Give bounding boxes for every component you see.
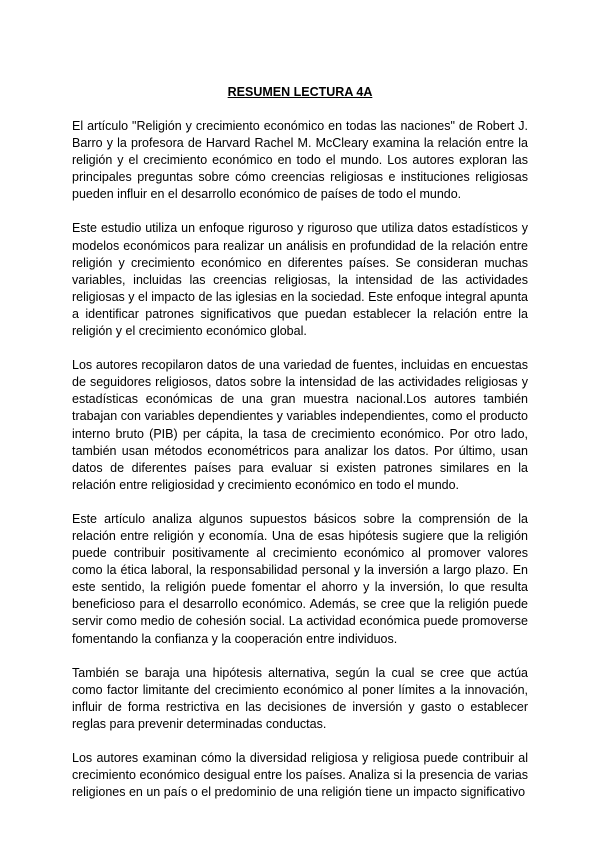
paragraph-3: Los autores recopilaron datos de una variedad de fuentes, incluidas en encuestas de seguidores religiosos, datos sobre la intensidad de las actividades religiosas y estadísticas económicas de una gran muestra nacional.Los autores también trabajan con variables dependientes y variables independientes, como el producto interno bruto (PIB) per cápita, la tasa de crecimiento económico. Por otro lado, también usan métodos econométricos para analizar los datos. Por último, usan datos de diferentes países para evaluar si existen patrones similares en la relación entre religiosidad y crecimiento económico en todo el mundo.: [72, 358, 528, 492]
paragraph-1: El artículo "Religión y crecimiento económico en todas las naciones" de Robert J. Barro y la profesora de Harvard Rachel M. McCleary examina la relación entre la religión y el crecimiento económico en todo el mundo. Los autores exploran las principales preguntas sobre cómo creencias religiosas e instituciones religiosas pueden influir en el desarrollo económico de países de todo el mundo.: [72, 119, 528, 202]
document-title: RESUMEN LECTURA 4A: [227, 85, 373, 99]
paragraph-4: Este artículo analiza algunos supuestos básicos sobre la comprensión de la relación entre religión y economía. Una de esas hipótesis sugiere que la religión puede contribuir positivamente al crecimiento económico al promover valores como la ética laboral, la responsabilidad personal y la inversión a largo plazo. En este sentido, la religión puede fomentar el ahorro y la inversión, lo que resulta beneficioso para el desarrollo económico. Además, se cree que la religión puede servir como medio de cohesión social. La actividad económica puede promoverse fomentando la confianza y la cooperación entre individuos.: [72, 511, 528, 646]
paragraph-6: Los autores examinan cómo la diversidad religiosa y religiosa puede contribuir al crecimiento económico desigual entre los países. Analiza si la presencia de varias religiones en un país o el predominio de una religión tiene un impacto significativo: [72, 751, 528, 800]
paragraph-5: También se baraja una hipótesis alternativa, según la cual se cree que actúa como factor limitante del crecimiento económico al poner límites a la innovación, influir de forma restrictiva en las decisiones de inversión y gasto o establecer reglas para prevenir determinadas conductas.: [72, 665, 528, 731]
paragraph-2: Este estudio utiliza un enfoque riguroso y riguroso que utiliza datos estadísticos y modelos económicos para realizar un análisis en profundidad de la relación entre religión y crecimiento económico en diferentes países. Se consideran muchas variables, incluidas las creencias religiosas, la intensidad de las actividades religiosas y el impacto de las iglesias en la sociedad. Este enfoque integral apunta a identificar patrones significativos que puedan establecer la relación entre la religión y el crecimiento económico global.: [72, 221, 528, 339]
document-page: [72, 84, 528, 818]
